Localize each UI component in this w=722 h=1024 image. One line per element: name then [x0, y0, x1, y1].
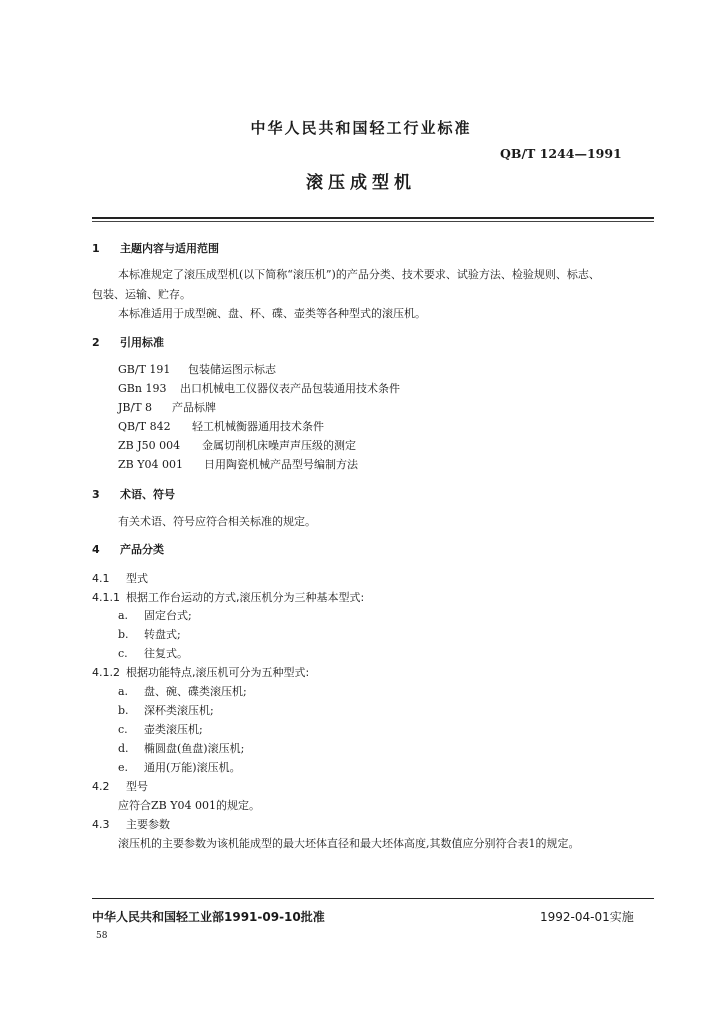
ref-item [118, 437, 356, 453]
list-item-text: 盘、碗、碟类滚压机; [144, 685, 247, 698]
section-2-title: 引用标准 [120, 336, 164, 349]
header-rule-thin [92, 221, 654, 222]
list-item-letter: a. [118, 609, 129, 622]
effective-date: 1992-04-01实施 [540, 910, 634, 924]
list-item [118, 702, 214, 718]
section-1-title: 主题内容与适用范围 [120, 242, 219, 255]
list-item [118, 626, 181, 642]
list-item [118, 759, 241, 775]
list-item [118, 607, 192, 623]
ref-item [118, 456, 358, 472]
section-4-heading [92, 541, 164, 557]
subsection-4-2-heading [92, 778, 148, 794]
list-item-letter: a. [118, 685, 129, 698]
list-item-text: 固定台式; [144, 609, 192, 622]
standard-code: QB/T 1244—1991 [500, 146, 622, 161]
document-title: 滚压成型机 [306, 173, 416, 193]
section-2-number: 2 [92, 336, 100, 349]
subsection-4-1-2-text: 根据功能特点,滚压机可分为五种型式: [126, 666, 310, 679]
subsection-4-1-heading [92, 570, 148, 586]
subsection-4-1-2-number: 4.1.2 [92, 666, 120, 679]
list-item-text: 转盘式; [144, 628, 181, 641]
ref-code: GBn 193 [118, 382, 167, 395]
section-3-number: 3 [92, 488, 100, 501]
section-3-title: 术语、符号 [120, 488, 175, 501]
list-item [118, 721, 203, 737]
section-3-heading [92, 486, 175, 502]
ref-text: 金属切削机床噪声声压级的测定 [202, 439, 356, 452]
subsection-4-3-title: 主要参数 [126, 818, 170, 831]
list-item-letter: b. [118, 628, 129, 641]
list-item-text: 椭圆盘(鱼盘)滚压机; [144, 742, 245, 755]
list-item-letter: b. [118, 704, 129, 717]
section-1-para-2: 本标准适用于成型碗、盘、杯、碟、壶类等各种型式的滚压机。 [118, 307, 426, 320]
subsection-4-1-1-text: 根据工作台运动的方式,滚压机分为三种基本型式: [126, 591, 365, 604]
section-1-number: 1 [92, 242, 100, 255]
list-item-text: 往复式。 [144, 647, 188, 660]
subsection-4-2-number: 4.2 [92, 780, 110, 793]
section-1-para-1-line-2: 包装、运输、贮存。 [92, 288, 191, 301]
subsection-4-3-text: 滚压机的主要参数为该机能成型的最大坯体直径和最大坯体高度,其数值应分别符合表1的规定。 [118, 837, 580, 850]
ref-text: 日用陶瓷机械产品型号编制方法 [204, 458, 358, 471]
ref-code: ZB Y04 001 [118, 458, 183, 471]
section-2-heading [92, 334, 164, 350]
list-item [118, 683, 247, 699]
ref-code: JB/T 8 [118, 401, 153, 414]
ref-text: 产品标牌 [172, 401, 216, 414]
list-item-letter: e. [118, 761, 129, 774]
ref-code: GB/T 191 [118, 363, 171, 376]
section-1-heading [92, 240, 219, 256]
subsection-4-3-heading [92, 816, 170, 832]
ref-text: 轻工机械衡器通用技术条件 [192, 420, 324, 433]
ref-code: QB/T 842 [118, 420, 171, 433]
subsection-4-1-2 [92, 664, 309, 680]
subsection-4-2-text: 应符合ZB Y04 001的规定。 [118, 799, 260, 812]
section-4-title: 产品分类 [120, 543, 164, 556]
list-item-letter: c. [118, 723, 128, 736]
list-item-text: 深杯类滚压机; [144, 704, 214, 717]
subsection-4-1-number: 4.1 [92, 572, 110, 585]
list-item [118, 645, 188, 661]
subsection-4-1-title: 型式 [126, 572, 148, 585]
subsection-4-1-1-number: 4.1.1 [92, 591, 120, 604]
subsection-4-2-title: 型号 [126, 780, 148, 793]
list-item [118, 740, 244, 756]
page-number: 58 [96, 931, 108, 941]
list-item-text: 壶类滚压机; [144, 723, 203, 736]
subsection-4-3-number: 4.3 [92, 818, 110, 831]
approval-date: 中华人民共和国轻工业部1991-09-10批准 [92, 910, 325, 924]
section-1-para-1-line-1: 本标准规定了滚压成型机(以下简称“滚压机”)的产品分类、技术要求、试验方法、检验规则、标志、 [118, 268, 600, 281]
ref-text: 出口机械电工仪器仪表产品包装通用技术条件 [180, 382, 400, 395]
ref-text: 包装储运图示标志 [188, 363, 276, 376]
ref-item [118, 418, 324, 434]
list-item-letter: d. [118, 742, 129, 755]
standard-org-heading: 中华人民共和国轻工行业标准 [250, 119, 472, 137]
list-item-text: 通用(万能)滚压机。 [144, 761, 241, 774]
footer-rule [92, 898, 654, 899]
ref-item [118, 399, 216, 415]
ref-item [118, 361, 276, 377]
subsection-4-1-1 [92, 589, 364, 605]
ref-item [118, 380, 400, 396]
list-item-letter: c. [118, 647, 128, 660]
section-4-number: 4 [92, 543, 100, 556]
section-3-para: 有关术语、符号应符合相关标准的规定。 [118, 515, 316, 528]
header-rule-thick [92, 217, 654, 219]
ref-code: ZB J50 004 [118, 439, 181, 452]
